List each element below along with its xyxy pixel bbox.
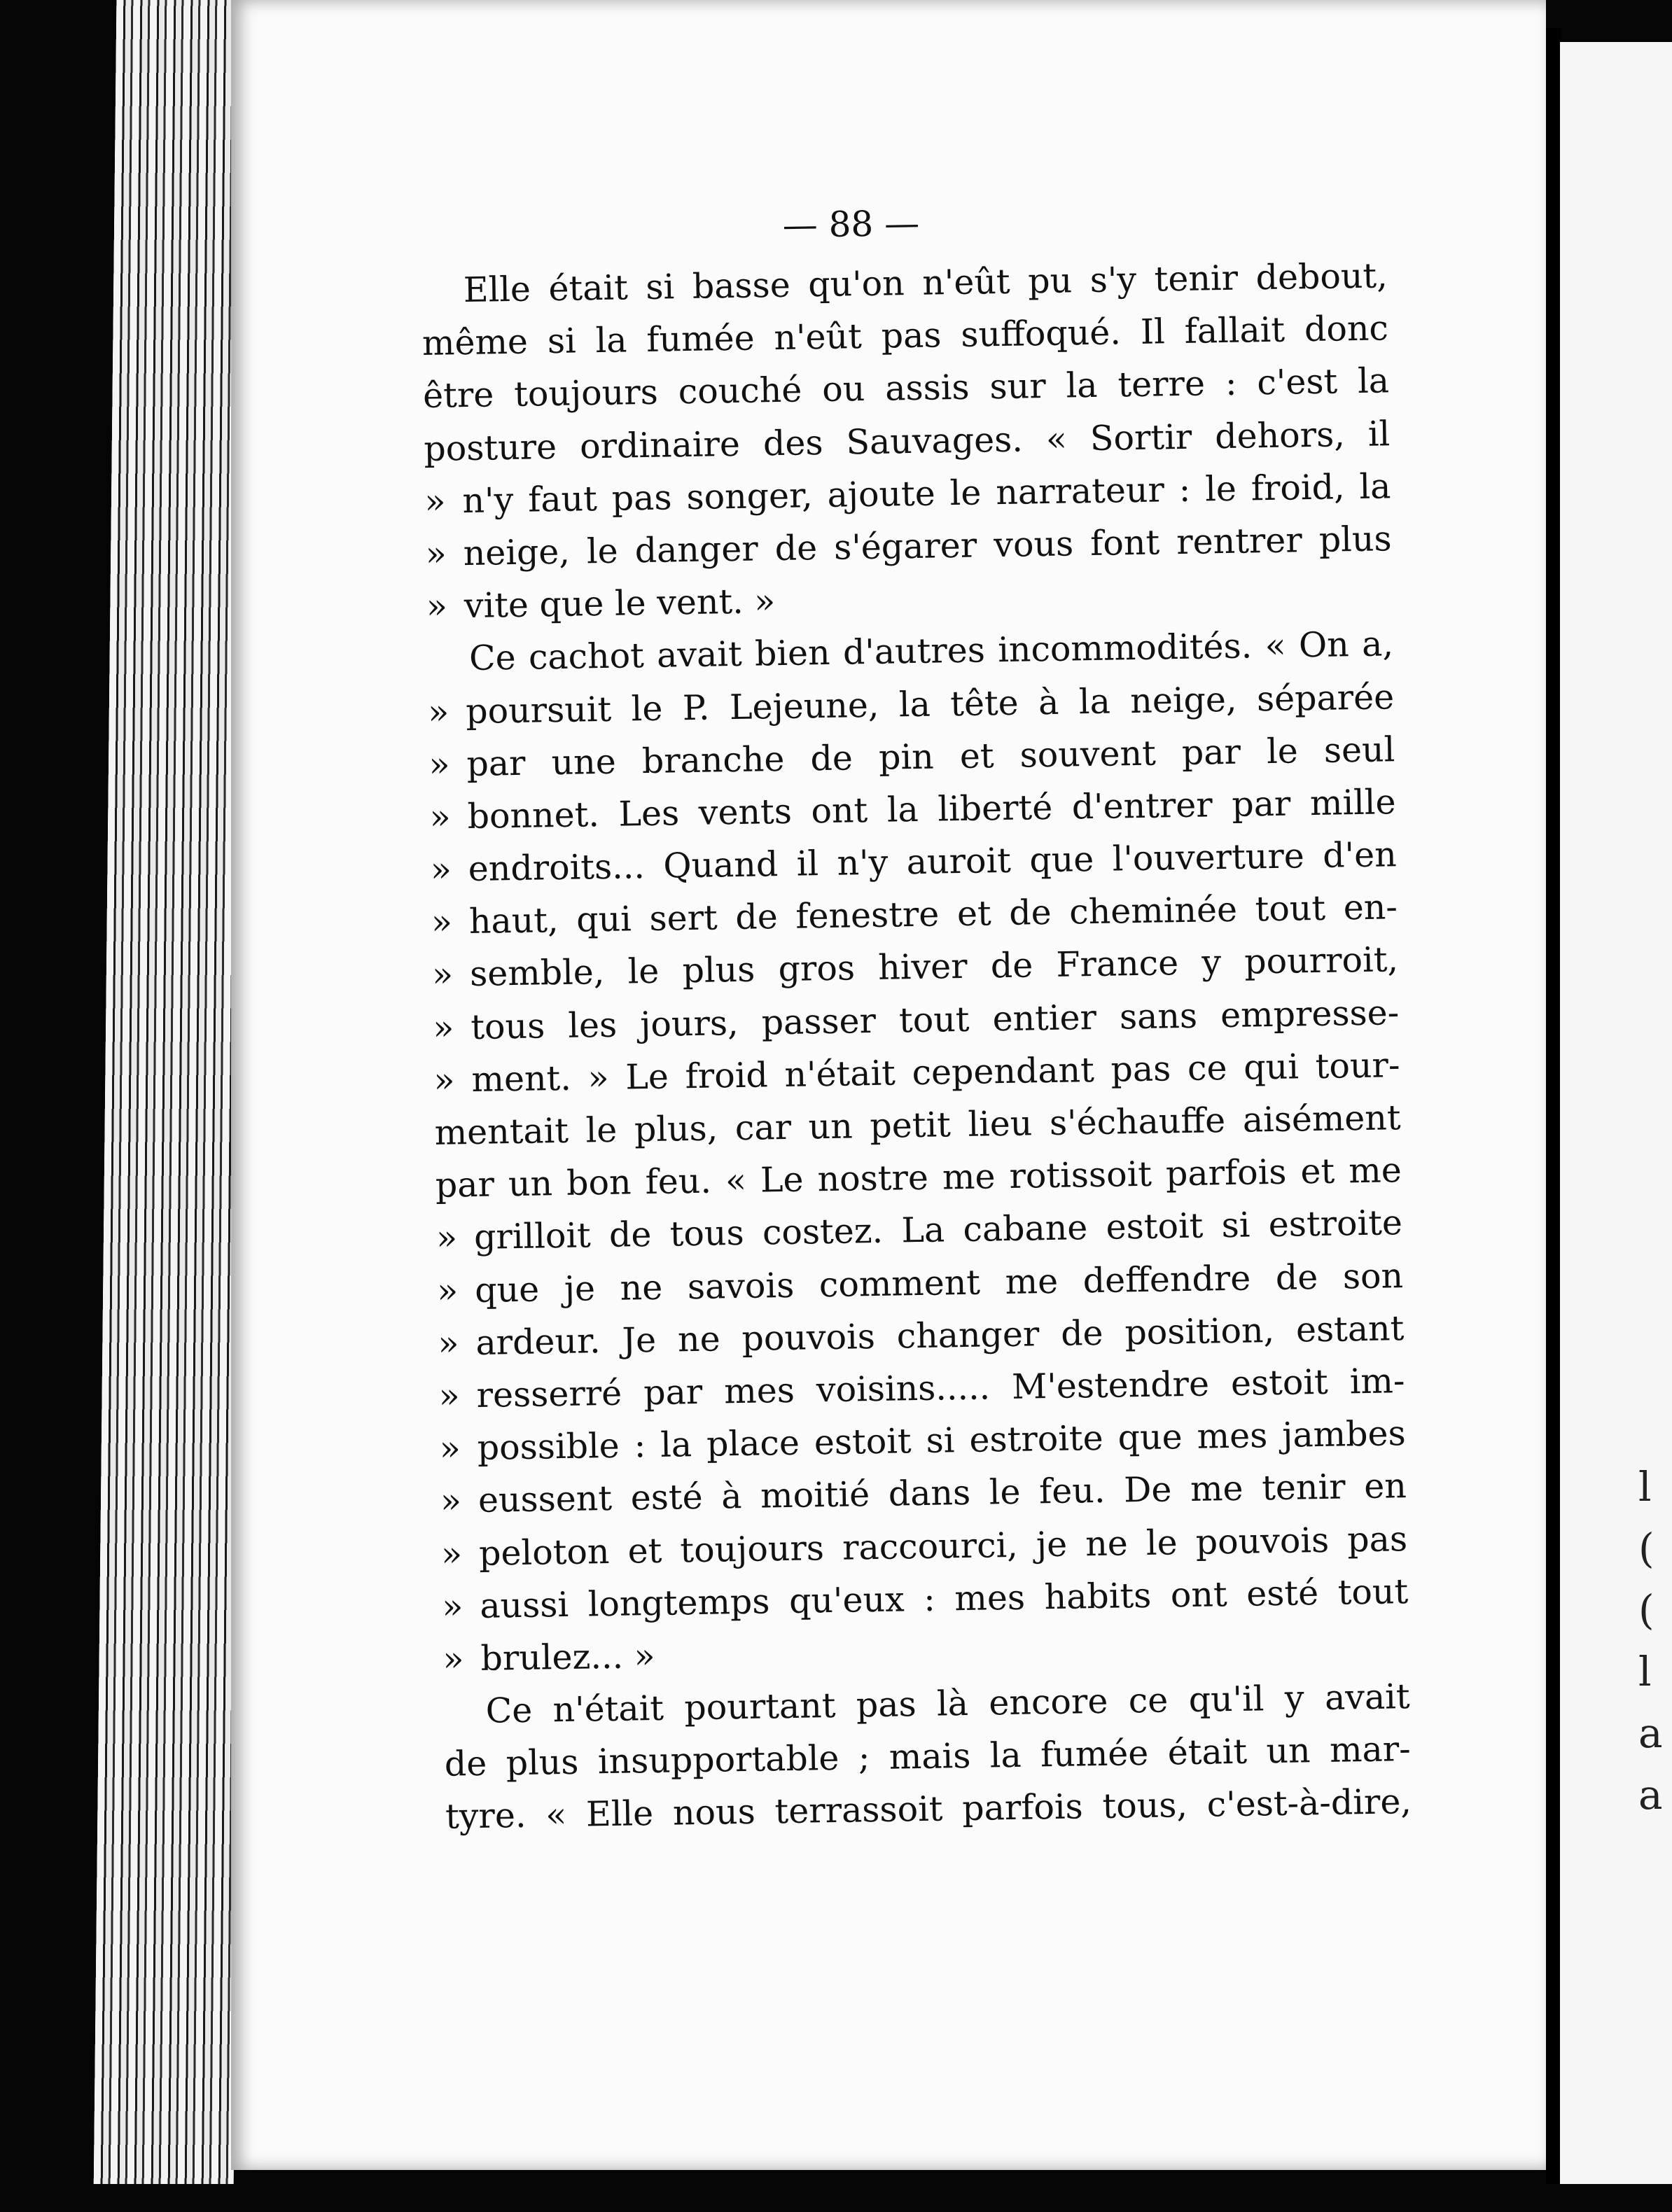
facing-page-edge bbox=[1560, 42, 1672, 2184]
quote-continuation-mark: » bbox=[441, 1586, 464, 1627]
line-text: resserré par mes voisins..... M'estendre estoit im- bbox=[476, 1361, 1405, 1415]
line-text: aussi longtemps qu'eux : mes habits ont esté tout bbox=[479, 1571, 1409, 1626]
line-text: brulez... » bbox=[480, 1635, 656, 1679]
quote-continuation-mark: » bbox=[431, 954, 454, 995]
quote-continuation-mark: » bbox=[440, 1533, 463, 1574]
quote-continuation-mark: » bbox=[433, 1060, 455, 1100]
quote-continuation-mark: » bbox=[424, 481, 446, 522]
quote-continuation-mark: » bbox=[438, 1376, 461, 1416]
text-line: Elle était si basse qu'on n'eût pu s'y tenir debout, bbox=[463, 255, 1388, 311]
text-lines bbox=[421, 249, 1412, 1843]
line-text: eussent esté à moitié dans le feu. De me tenir en bbox=[478, 1466, 1407, 1521]
quote-continuation-mark: » bbox=[443, 1639, 464, 1679]
quote-continuation-mark: » bbox=[436, 1270, 459, 1311]
line-text: ment. » Le froid n'était cependant pas ce qui tour- bbox=[471, 1044, 1400, 1100]
page-text-block bbox=[420, 195, 1412, 1843]
text-line: Ce cachot avait bien d'autres incommodités. « On a, bbox=[468, 624, 1394, 679]
line-text: n'y faut pas songer, ajoute le narrateur : le froid, la bbox=[462, 466, 1391, 521]
text-line: mentait le plus, car un petit lieu s'échauffe aisément bbox=[434, 1098, 1401, 1153]
quote-continuation-mark: » bbox=[436, 1217, 458, 1259]
text-line: Ce n'était pourtant pas là encore ce qu'il y avait bbox=[485, 1676, 1410, 1731]
text-line: posture ordinaire des Sauvages. « Sortir dehors, il bbox=[423, 413, 1391, 469]
quote-continuation-mark: » bbox=[425, 533, 447, 574]
quote-continuation-mark: » bbox=[440, 1480, 462, 1522]
page-number: — 88 — bbox=[782, 202, 920, 246]
quote-continuation-mark: » bbox=[432, 1007, 454, 1048]
quote-continuation-mark: » bbox=[427, 691, 450, 732]
line-text: ardeur. Je ne pouvois changer de position, estant bbox=[475, 1308, 1405, 1363]
quote-continuation-mark: » bbox=[426, 586, 448, 627]
quote-continuation-mark: » bbox=[428, 744, 450, 785]
line-text: possible : la place estoit si estroite que mes jambes bbox=[477, 1413, 1407, 1469]
line-text: vite que le vent. » bbox=[464, 581, 776, 626]
text-line: de plus insupportable ; mais la fumée était un mar- bbox=[444, 1729, 1412, 1784]
line-text: neige, le danger de s'égarer vous font rentrer plus bbox=[463, 519, 1392, 574]
line-text: poursuit le P. Lejeune, la tête à la neige, séparée bbox=[465, 676, 1395, 732]
line-text: endroits... Quand il n'y auroit que l'ouverture d'en bbox=[468, 834, 1398, 890]
quote-continuation-mark: » bbox=[431, 902, 453, 943]
line-text: par une branche de pin et souvent par le seul bbox=[466, 729, 1395, 784]
quote-continuation-mark: » bbox=[439, 1428, 461, 1469]
line-text: que je ne savois comment me deffendre de son bbox=[474, 1255, 1404, 1310]
line-text: grilloit de tous costez. La cabane estoit si estroite bbox=[473, 1203, 1403, 1258]
line-text: haut, qui sert de fenestre et de cheminée tout en- bbox=[468, 887, 1398, 942]
line-text: peloton et toujours raccourci, je ne le pouvois pas bbox=[478, 1518, 1408, 1574]
text-line: tyre. « Elle nous terrassoit parfois tous, c'est-à-dire, bbox=[445, 1782, 1412, 1837]
quote-continuation-mark: » bbox=[429, 797, 452, 837]
text-line: même si la fumée n'eût pas suffoqué. Il fallait donc bbox=[422, 308, 1389, 364]
quote-continuation-mark: » bbox=[430, 849, 452, 890]
line-text: bonnet. Les vents ont la liberté d'entrer par mille bbox=[467, 782, 1396, 836]
quote-continuation-mark: » bbox=[437, 1323, 459, 1364]
line-text: tous les jours, passer tout entier sans empresse- bbox=[470, 992, 1400, 1047]
text-line: être toujours couché ou assis sur la terre : c'est la bbox=[422, 360, 1390, 416]
line-text: semble, le plus gros hiver de France y pourroit, bbox=[469, 939, 1399, 995]
text-line: par un bon feu. « Le nostre me rotissoit parfois et me bbox=[435, 1150, 1402, 1206]
book-gutter bbox=[1546, 28, 1561, 2184]
facing-page-glyphs: l ( ( l a a bbox=[1638, 1463, 1663, 1819]
